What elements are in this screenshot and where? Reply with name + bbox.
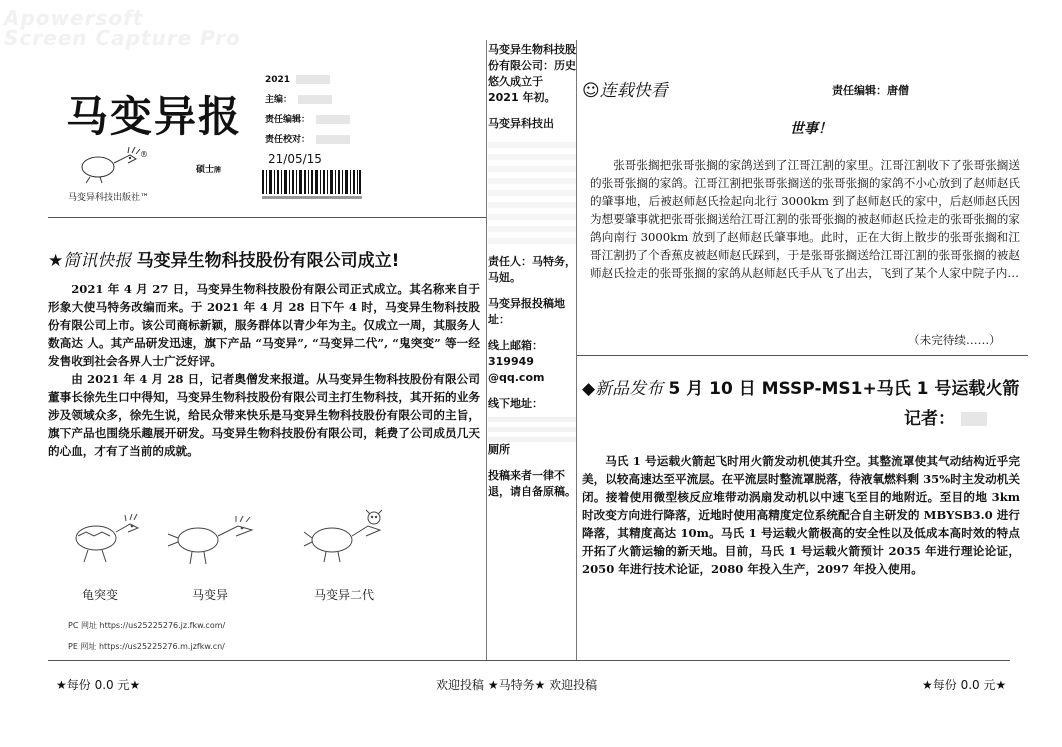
sidebar-email-prefix: 线上邮箱：319949: [488, 339, 543, 368]
sidebar-submit-address-label: 马变异报投稿地址：: [488, 297, 565, 326]
registered-mark: ®: [140, 150, 148, 159]
watermark-line1: Apowersoft: [4, 6, 144, 30]
brand-mark: [196, 162, 221, 175]
watermark: [4, 8, 241, 48]
serial-tag: [582, 76, 668, 101]
sidebar-offline: [488, 396, 576, 458]
print-date: 21/05/15: [268, 152, 322, 166]
issue-date: 2021: [265, 75, 291, 85]
sketch-label-horse: 马变异: [191, 588, 228, 602]
news-para-2: 由 2021 年 4 月 28 日，记者奥僧发来报道。从马变异生物科技股份有限公司董事长徐先生口中得知，马变异生物科技股份有限公司主打生物科技，其开拓的业务涉及领域众多，徐先生说，给民众带来快乐是马变异生物科技股份有限公司的主旨，旗下产品也围绕乐趣展开研发。马变异生物科技股份有限公司，耗费了公司成员几天的心血，才有了当前的成就。: [48, 372, 480, 458]
column-divider: [486, 40, 487, 660]
news-title: 马变异生物科技股份有限公司成立!: [136, 251, 400, 271]
serial-editor: 责任编辑：唐僧: [832, 84, 909, 97]
pc-url-link[interactable]: PC 网址 https://us25225276.jz.fkw.com/: [68, 621, 226, 630]
sidebar-offline-place: 厕所: [488, 443, 510, 456]
sidebar-responsible: 责任人：马特务，马妞。: [488, 255, 576, 284]
watermark-line2: Screen Capture Pro: [4, 26, 241, 50]
horse-mutant-sketch-icon: [160, 508, 260, 568]
sidebar-submission-note: 投稿来者一律不退，请自备原稿。: [488, 469, 576, 498]
turtle-mutant-sketch-icon: [66, 508, 146, 568]
redacted-address: [488, 412, 576, 442]
serial-title: 世事！: [790, 121, 832, 137]
sketch-label-horse-gen2: 马变异二代: [313, 588, 374, 602]
launch-heading: [582, 376, 1022, 402]
pe-url-link[interactable]: PE 网址 https://us25225276.m.jzfkw.cn/: [68, 642, 225, 651]
footer-center: 欢迎投稿 ★马特务★ 欢迎投稿: [436, 678, 598, 692]
resp-editor-label: 责任编辑：: [265, 115, 311, 125]
brand-name: 硕士: [196, 165, 215, 175]
news-body: [48, 280, 480, 460]
serial-text: 张哥张搁把张哥张搁的家鸽送到了江哥江割的家里。江哥江割收下了张哥张搁送的张哥张搁的家鸽。江哥江割把张哥张搁送的张哥张搁的家鸽不小心放到了赵师赵氏的肇事地，后被赵师赵氏捡起向北行 3000km 到了赵师赵氏的家中，后赵师赵氏因为想要肇事就把张哥张搁送给江哥江割的张哥张搁的被赵师赵氏捡走的张哥张搁的家鸽向南行 3000km 放到了赵师赵氏肇事地。此时，正在大街上散步的张哥张搁和江哥江割扔了个香蕉皮被赵师赵氏踩到，于是张哥张搁送给江哥江割的张哥张搁的被赵师赵氏捡走的张哥张搁的家鸽从赵师赵氏手从飞了出去，飞到了某个人家中院子内…: [590, 158, 1020, 280]
barcode-icon: [262, 170, 362, 200]
serial-tag-text: ☺连载快看: [582, 81, 668, 101]
launch-para-1: 马氏 1 号运载火箭起飞时用火箭发动机使其升空。其整流罩使其气动结构近乎完美，以较高速达至平流层。在平流层时整流罩脱落，待液氧燃料剩 35%时主发动机关闭。接着使用微型核反应堆带动涡扇发动机以中速飞至目的地附近。至目的地 3km 时改变方向进行降落，近地时使用高精度定位系统配合自主研发的 MBYSB3.0 进行降落，其精度高达 10m。马氏 1 号运载火箭极高的安全性以及低成本高时效的特点开拓了火箭运输的新天地。目前，马氏 1 号运载火箭预计 2035 年进行理论论证，2050 年进行技术论证，2080 年投入生产，2097 年投入使用。: [582, 454, 1020, 576]
launch-reporter-label: 记者：: [904, 409, 955, 429]
masthead-title: 马变异报: [66, 92, 243, 141]
news-para-1: 2021 年 4 月 27 日，马变异生物科技股份有限公司正式成立。其名称来自于形象大使马特务改编而来。于 2021 年 4 月 28 日下午 4 时，马变异生物科技股份有限公司上市。该公司商标新颖，服务群体以青少年为主。仅成立一周，其服务人数高达 人。其产品研发迅速，旗下产品 “马变异”, “马变异二代”, “鬼突变” 等一经发售收到社会各界人士广泛好评。: [48, 282, 480, 368]
sidebar-email-domain: @qq.com: [488, 371, 545, 384]
launch-reporter: [904, 404, 987, 429]
sidebar: [488, 42, 576, 510]
sidebar-offline-label: 线下地址：: [488, 397, 543, 410]
site-links: [68, 615, 225, 657]
sidebar-email: [488, 338, 576, 386]
launch-tag: ◆新品发布: [582, 379, 664, 399]
divider: [48, 217, 486, 218]
serial-continued: （未完待续……）: [908, 333, 1001, 347]
serial-body: [590, 156, 1020, 282]
launch-body: [582, 452, 1020, 578]
proof-label: 责任校对：: [265, 135, 311, 145]
divider: [48, 660, 1010, 661]
brand-sub: 牌: [214, 165, 222, 174]
sidebar-publisher: 马变异科技出: [488, 117, 554, 130]
horse-mutant-gen2-sketch-icon: [300, 506, 390, 566]
sketch-label-turtle: 龟突变: [81, 588, 118, 602]
column-divider: [576, 40, 577, 660]
news-heading: [48, 246, 488, 271]
redacted-block: [488, 136, 576, 244]
news-tag: ★简讯快报: [48, 251, 132, 271]
masthead-meta: [265, 70, 350, 150]
launch-title: 5 月 10 日 MSSP-MS1+马氏 1 号运载火箭: [668, 379, 1020, 399]
publisher: 马变异科技出版社™: [68, 193, 150, 203]
divider: [576, 355, 1028, 356]
footer-price-left: ★每份 0.0 元★: [56, 678, 141, 692]
sidebar-company-info: 马变异生物科技股份有限公司：历史悠久成立于 2021 年初。: [488, 43, 576, 104]
editor-label: 主编：: [265, 95, 293, 105]
footer-price-right: ★每份 0.0 元★: [922, 678, 1007, 692]
